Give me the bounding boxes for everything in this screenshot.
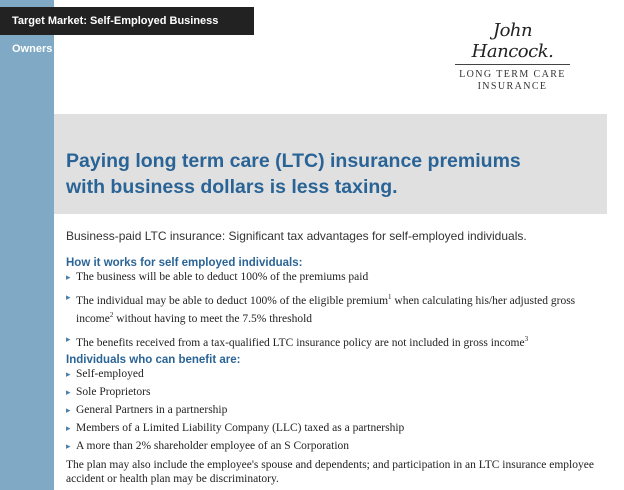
item-text: without having to meet the 7.5% threshold bbox=[113, 312, 313, 325]
target-market-tab: Target Market: Self-Employed Business Owners bbox=[0, 7, 254, 35]
footnote-marker: 2 bbox=[109, 310, 114, 319]
bullet-list bbox=[66, 270, 611, 349]
headline bbox=[66, 148, 606, 200]
item-text: The business will be able to deduct 100% of the premiums paid bbox=[76, 271, 369, 283]
list-item: ▸ A more than 2% shareholder employee of an S Corporation bbox=[66, 439, 611, 453]
footer-note: The plan may also include the employee's spouse and dependents; and participation in an LTC insurance employee accident or health plan may be discriminatory. bbox=[66, 459, 594, 485]
list-item: ▸ General Partners in a partnership bbox=[66, 403, 611, 417]
list-item bbox=[66, 290, 611, 326]
footnote-marker: 3 bbox=[524, 334, 529, 343]
headline-line2: with business dollars is less taxing. bbox=[66, 176, 398, 198]
item-text: The benefits received from a tax-qualified LTC insurance policy are not included in gross income bbox=[76, 336, 525, 349]
bullet-list bbox=[66, 367, 611, 453]
subhead: Business-paid LTC insurance: Significant tax advantages for self-employed individuals. bbox=[66, 229, 527, 243]
section-how-it-works bbox=[66, 256, 611, 355]
item-text: when calculating his/her adjusted gross income bbox=[76, 294, 576, 325]
list-item: ▸ Members of a Limited Liability Company (LLC) taxed as a partnership bbox=[66, 421, 611, 435]
list-item: ▸ Sole Proprietors bbox=[66, 385, 611, 399]
john-hancock-logo bbox=[455, 20, 570, 93]
section-title: Individuals who can benefit are: bbox=[66, 354, 241, 366]
list-item bbox=[66, 270, 611, 284]
logo-line1: LONG TERM CARE bbox=[459, 69, 566, 80]
logo-line2: INSURANCE bbox=[477, 81, 548, 92]
item-text: The individual may be able to deduct 100% of the eligible premium bbox=[76, 294, 389, 307]
list-item: ▸ Self-employed bbox=[66, 367, 611, 381]
list-item bbox=[66, 332, 611, 350]
headline-line1: Paying long term care (LTC) insurance premiums bbox=[66, 150, 521, 172]
left-sidebar-bar bbox=[0, 0, 54, 490]
footnote-marker: 1 bbox=[388, 293, 392, 301]
section-who-can-benefit bbox=[66, 353, 611, 457]
section-title: How it works for self employed individuals: bbox=[66, 257, 303, 269]
logo-script: John Hancock. bbox=[455, 20, 570, 65]
